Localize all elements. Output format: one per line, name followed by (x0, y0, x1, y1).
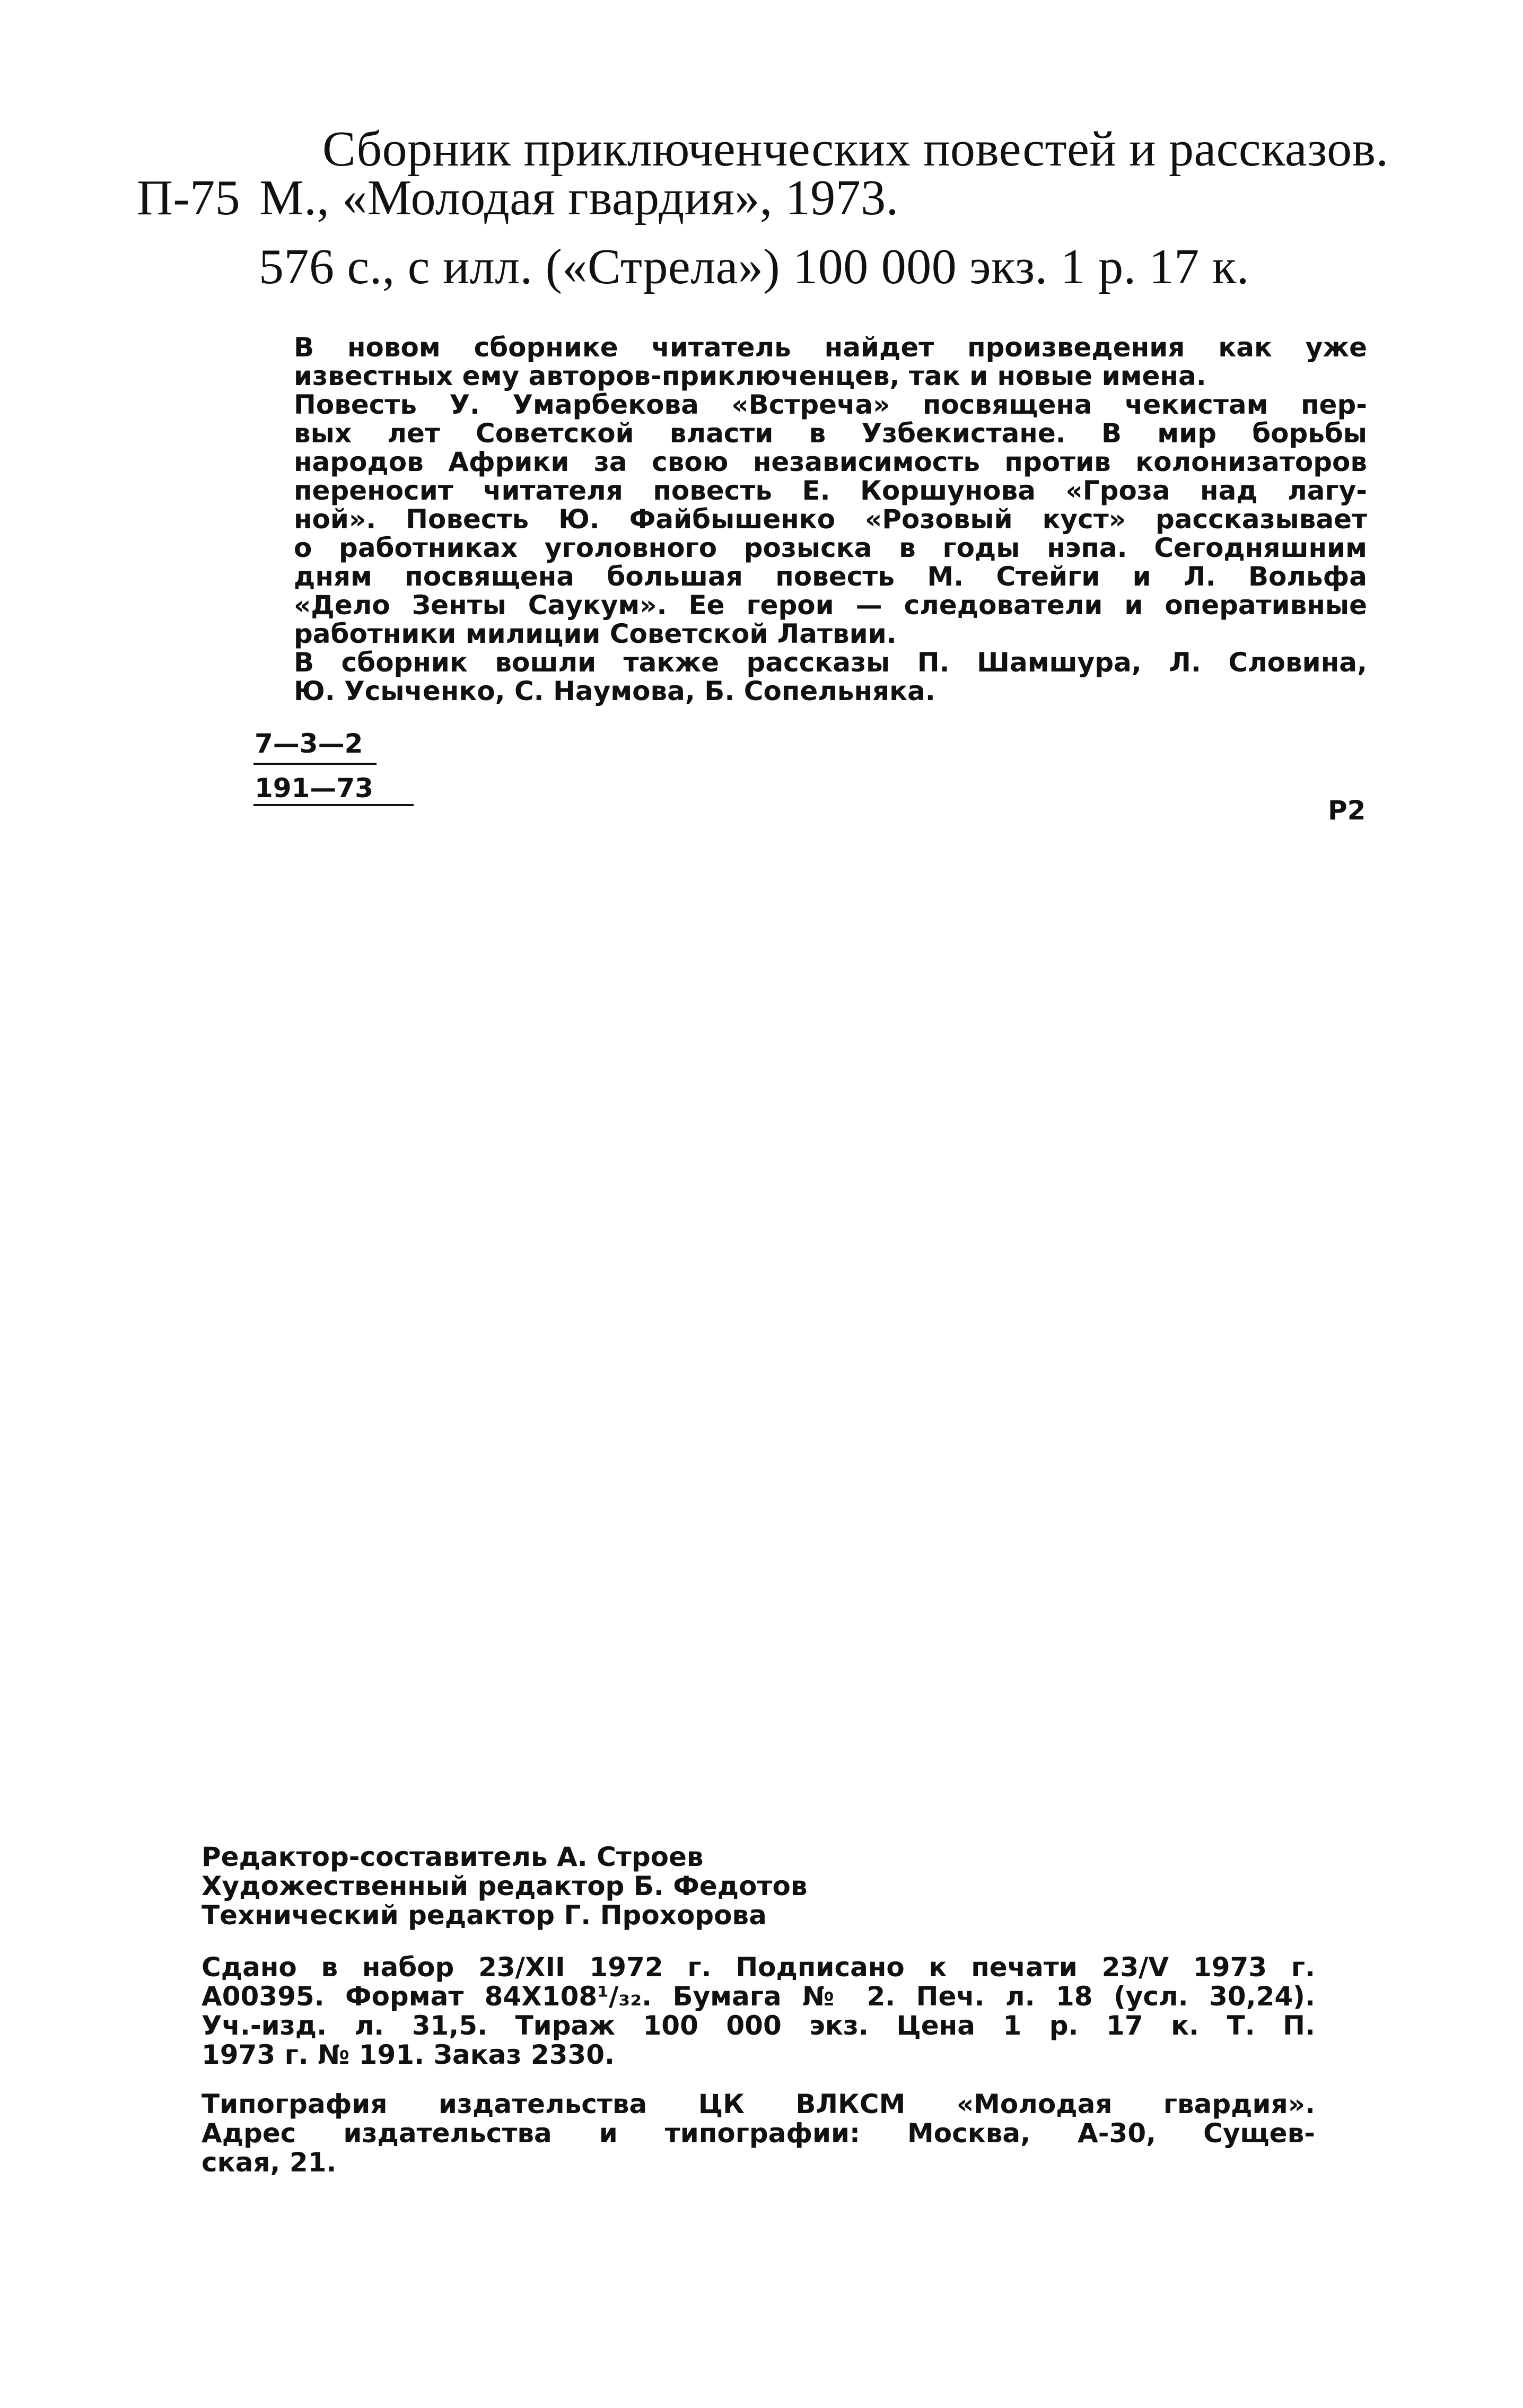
annotation-line: переносит читателя повесть Е. Коршунова «Гроза над лагу- (294, 475, 1367, 506)
index-fraction (253, 728, 414, 806)
typography-block (202, 2090, 1315, 2177)
annotation-line: В сборник вошли также рассказы П. Шамшура, Л. Словина, (294, 647, 1367, 678)
annotation-paragraph-1 (253, 333, 1367, 390)
imprint-line (137, 169, 899, 227)
credit-role: Художественный редактор (202, 1871, 625, 1901)
book-title: Сборник приключенческих повестей и рассказов. (322, 121, 1389, 177)
index-numerator: 7—3—2 (253, 728, 377, 765)
annotation-line: Ю. Усыченко, С. Наумова, Б. Сопельняка. (294, 676, 935, 706)
print-info-block (202, 1953, 1315, 2070)
print-info-line: 1973 г. № 191. Заказ 2330. (202, 2039, 615, 2070)
annotation-line: Повесть У. Умарбекова «Встреча» посвящена чекистам пер- (294, 389, 1367, 420)
annotation-line: ной». Повесть Ю. Файбышенко «Розовый куст» рассказывает (294, 504, 1367, 535)
annotation (253, 333, 1367, 705)
credit-name: А. Строев (557, 1842, 704, 1872)
annotation-line: «Дело Зенты Саукум». Ее герои — следователи и оперативные (294, 590, 1367, 621)
credits-block (202, 1843, 1315, 1930)
typography-line: ская, 21. (202, 2147, 337, 2178)
typography-line: Адрес издательства и типографии: Москва, А-30, Сущев- (202, 2118, 1315, 2149)
annotation-line: известных ему авторов-приключенцев, так и новые имена. (294, 361, 1206, 391)
annotation-line: дням посвящена большая повесть М. Стейги и Л. Вольфа (294, 561, 1367, 592)
credit-role: Технический редактор (202, 1900, 555, 1931)
annotation-line: вых лет Советской власти в Узбекистане. В мир борьбы (294, 418, 1367, 449)
print-info-line: А00395. Формат 84Х108¹/₃₂. Бумага № 2. Печ. л. 18 (усл. 30,24). (202, 1981, 1315, 2012)
credit-line (202, 1843, 1315, 1872)
annotation-paragraph-3 (253, 648, 1367, 705)
annotation-line: народов Африки за свою независимость против колонизаторов (294, 447, 1367, 477)
annotation-line: о работниках уголовного розыска в годы нэпа. Сегодняшним (294, 533, 1367, 563)
annotation-paragraph-2 (253, 390, 1367, 648)
credit-name: Б. Федотов (633, 1871, 808, 1901)
catalog-code: П-75 (137, 170, 241, 225)
credit-role: Редактор-составитель (202, 1842, 548, 1872)
credit-line (202, 1872, 1315, 1901)
print-info-line: Сдано в набор 23/XII 1972 г. Подписано к печати 23/V 1973 г. (202, 1952, 1315, 1983)
classification-code: Р2 (1328, 795, 1366, 826)
book-specs: 576 с., с илл. («Стрела») 100 000 экз. 1 р. 17 к. (259, 239, 1249, 294)
annotation-line: работники милиции Советской Латвии. (294, 618, 897, 649)
publisher-imprint: М., «Молодая гвардия», 1973. (259, 170, 899, 225)
annotation-line: В новом сборнике читатель найдет произведения как уже (294, 332, 1367, 363)
index-denominator: 191—73 (253, 765, 414, 806)
print-info-line: Уч.-изд. л. 31,5. Тираж 100 000 экз. Цена 1 р. 17 к. Т. П. (202, 2010, 1315, 2041)
credit-name: Г. Прохорова (564, 1900, 767, 1931)
typography-line: Типография издательства ЦК ВЛКСМ «Молодая гвардия». (202, 2089, 1315, 2119)
credit-line (202, 1901, 1315, 1930)
